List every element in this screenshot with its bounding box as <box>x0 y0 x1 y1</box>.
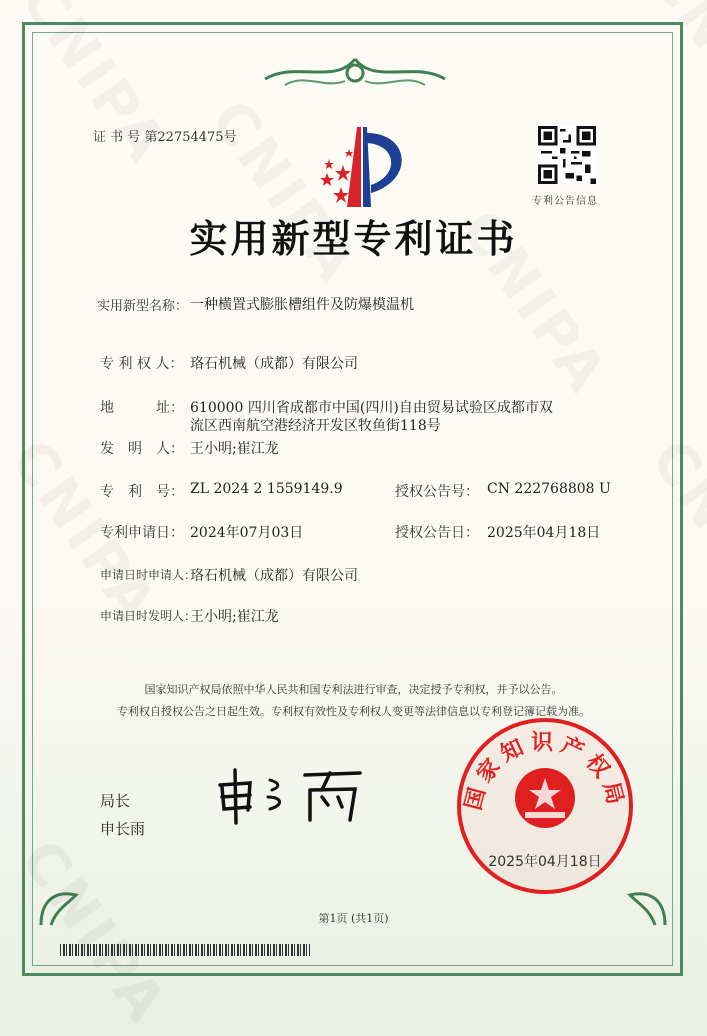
utility-model-name-label: 实用新型名称： <box>97 299 189 314</box>
qr-code-icon[interactable] <box>538 126 596 184</box>
patentee-label: 专 利 权 人： <box>100 356 184 372</box>
page-title: 实用新型专利证书 <box>189 216 518 261</box>
patent-number-label: 专 利 号： <box>100 484 184 500</box>
address-line-1: 610000 四川省成都市中国(四川)自由贸易试验区成都市双 <box>190 400 553 416</box>
patent-number-value: ZL 2024 2 1559149.9 <box>190 481 343 497</box>
inventor-at-filing-label: 申请日时发明人： <box>100 609 197 623</box>
qr-label: 专利公告信息 <box>532 196 598 207</box>
validity-statement: 专利权自授权公告之日起生效。专利权有效性及专利权人变更等法律信息以专利登记簿记载为准。 <box>117 705 590 718</box>
utility-model-name-value: 一种横置式膨胀槽组件及防爆模温机 <box>190 297 414 313</box>
announcement-number-value: CN 222768808 U <box>487 481 611 497</box>
filing-date-value: 2024年07月03日 <box>190 525 304 541</box>
patentee-value: 珞石机械（成都）有限公司 <box>190 356 358 372</box>
address-label: 地 址： <box>100 400 184 416</box>
signature-icon <box>210 765 370 825</box>
barcode-icon <box>60 944 310 956</box>
inventor-at-filing-value: 王小明;崔江龙 <box>190 609 279 625</box>
applicant-at-filing-value: 珞石机械（成都）有限公司 <box>190 568 358 584</box>
announcement-date-value: 2025年04月18日 <box>487 525 601 541</box>
address-line-2: 流区西南航空港经济开发区牧鱼街118号 <box>190 418 441 434</box>
seal-text: 国家知识产权局 <box>461 730 629 813</box>
top-ornament-icon <box>255 55 455 93</box>
page-footer: 第1页 (共1页) <box>318 912 389 925</box>
filing-date-label: 专利申请日： <box>100 525 184 541</box>
director-title: 局长 <box>100 792 131 810</box>
certificate-number: 证 书 号 第22754475号 <box>93 130 237 145</box>
cnipa-logo-icon <box>305 125 415 215</box>
grant-statement: 国家知识产权局依照中华人民共和国专利法进行审查，决定授予专利权，并予以公告。 <box>144 683 563 696</box>
applicant-at-filing-label: 申请日时申请人： <box>100 568 197 582</box>
announcement-date-label: 授权公告日： <box>395 525 479 541</box>
official-seal-icon <box>455 716 635 896</box>
announcement-number-label: 授权公告号： <box>395 484 479 500</box>
inventor-value: 王小明;崔江龙 <box>190 441 279 457</box>
director-name: 申长雨 <box>100 820 146 838</box>
inventor-label: 发 明 人： <box>100 441 184 457</box>
seal-date: 2025年04月18日 <box>488 854 602 870</box>
